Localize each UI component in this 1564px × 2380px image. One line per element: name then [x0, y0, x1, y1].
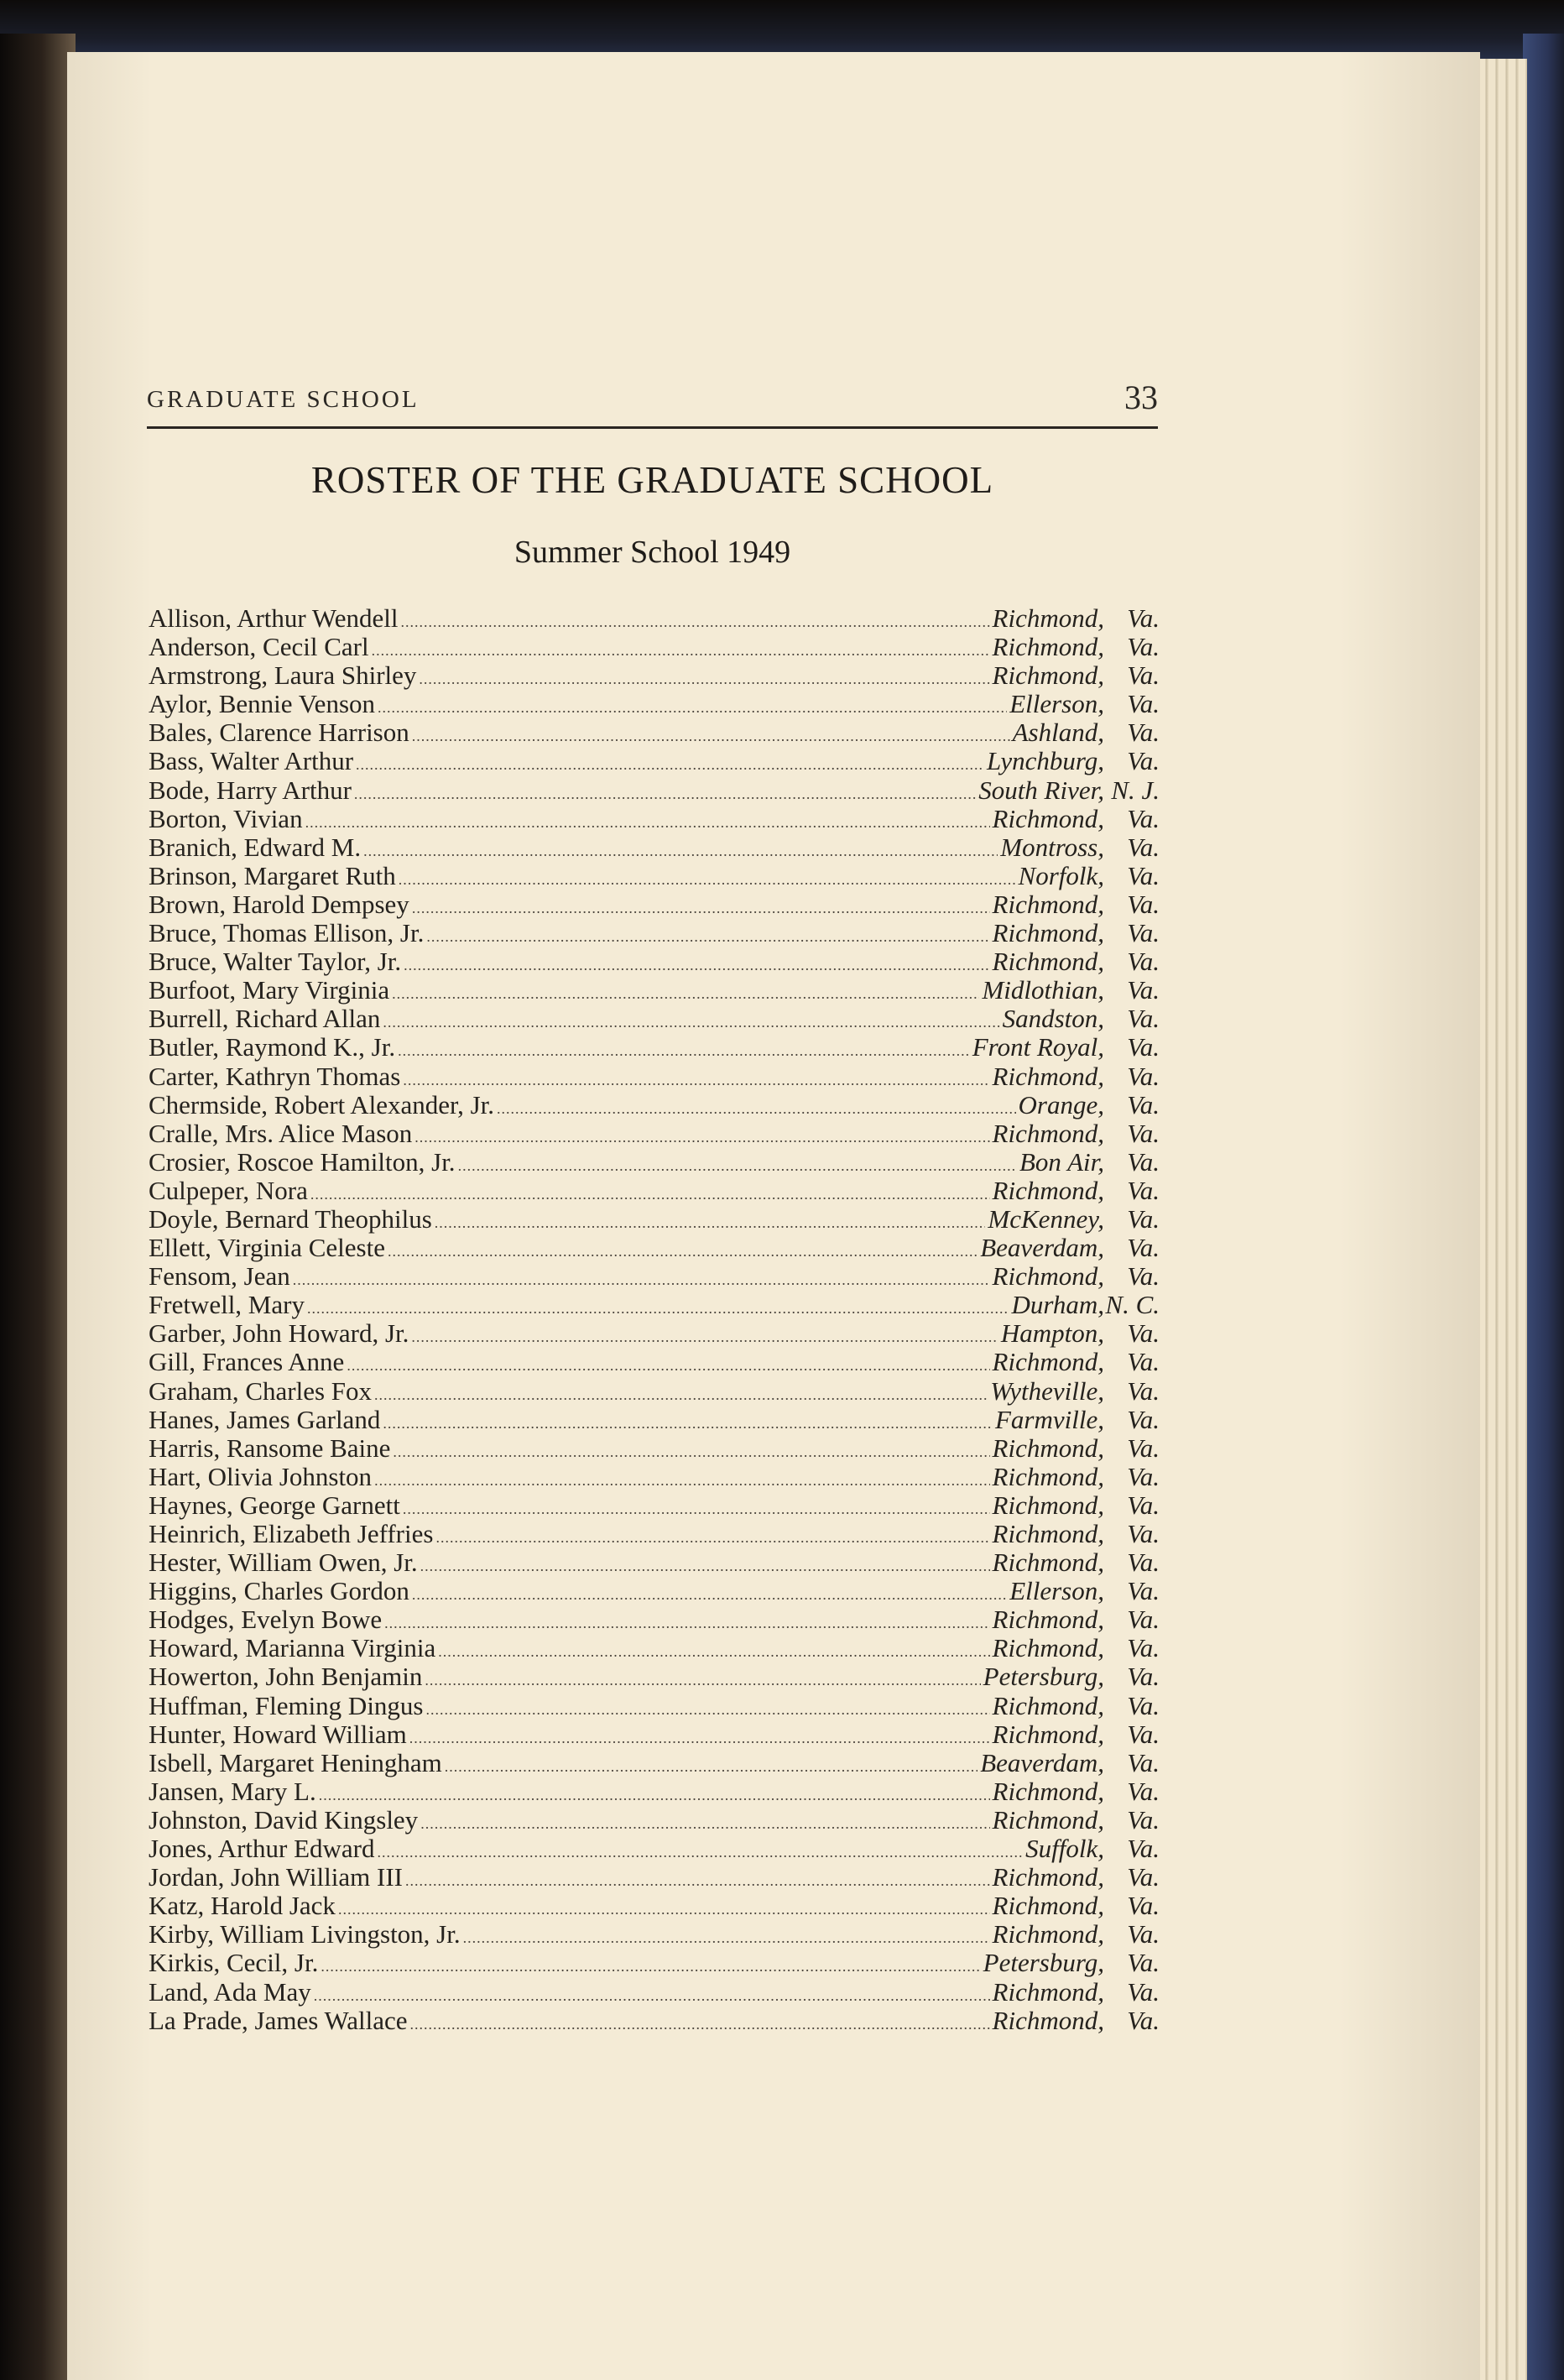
entry-name: Katz, Harold Jack — [149, 1891, 336, 1921]
entry-city: Durham, — [1011, 1290, 1104, 1320]
entry-city: Richmond, — [992, 1118, 1104, 1148]
entry-name: Jordan, John William III — [149, 1862, 403, 1892]
dot-leader — [354, 780, 976, 808]
entry-state: Va. — [1127, 1061, 1160, 1091]
roster-entry — [149, 833, 1160, 862]
dot-leader — [398, 1036, 970, 1065]
roster-list — [149, 604, 1160, 2035]
dot-leader — [347, 1351, 989, 1380]
entry-name: Carter, Kathryn Thomas — [149, 1061, 401, 1091]
entry-state: Va. — [1127, 1776, 1160, 1806]
dot-leader — [425, 1666, 980, 1694]
roster-entry — [149, 1434, 1160, 1463]
entry-state: Va. — [1127, 1404, 1160, 1434]
entry-state: Va. — [1127, 860, 1160, 890]
entry-city: Richmond, — [992, 1804, 1104, 1835]
entry-name: Allison, Arthur Wendell — [149, 603, 399, 633]
entry-name: Harris, Ransome Baine — [149, 1433, 391, 1463]
entry-city: Suffolk, — [1025, 1834, 1104, 1864]
dot-leader — [420, 1809, 989, 1838]
dot-leader — [393, 1438, 989, 1466]
entry-city: Richmond, — [992, 1433, 1104, 1463]
dot-leader — [305, 808, 990, 837]
roster-entry — [149, 776, 1160, 805]
roster-entry — [149, 1406, 1160, 1434]
entry-state: Va. — [1127, 975, 1160, 1005]
dot-leader — [409, 1724, 990, 1752]
entry-state: Va. — [1127, 1605, 1160, 1635]
roster-entry — [149, 1662, 1160, 1691]
roster-entry — [149, 1463, 1160, 1491]
entry-state: Va. — [1127, 1490, 1160, 1520]
entry-city: Farmville, — [995, 1404, 1104, 1434]
entry-state: Va. — [1127, 689, 1160, 719]
entry-city: Ashland, — [1012, 718, 1104, 748]
entry-city: Richmond, — [992, 1605, 1104, 1635]
entry-name: La Prade, James Wallace — [149, 2005, 408, 2035]
roster-entry — [149, 1348, 1160, 1376]
entry-city: Orange, — [1018, 1089, 1104, 1120]
roster-entry — [149, 1720, 1160, 1749]
entry-name: Jansen, Mary L. — [149, 1776, 316, 1806]
entry-state: N. J. — [1111, 775, 1160, 805]
entry-city: Richmond, — [992, 1919, 1104, 1949]
entry-name: Burfoot, Mary Virginia — [149, 975, 390, 1005]
entry-state: Va. — [1127, 1662, 1160, 1692]
entry-state: Va. — [1127, 1233, 1160, 1263]
entry-state: Va. — [1127, 1633, 1160, 1663]
page-number: 33 — [1124, 378, 1158, 416]
entry-city: Midlothian, — [982, 975, 1104, 1005]
roster-entry — [149, 1863, 1160, 1892]
entry-state: Va. — [1127, 1690, 1160, 1720]
entry-state: Va. — [1127, 1719, 1160, 1749]
entry-city: Richmond, — [992, 660, 1104, 691]
entry-name: Hart, Olivia Johnston — [149, 1461, 373, 1491]
roster-entry — [149, 919, 1160, 947]
roster-entry — [149, 976, 1160, 1005]
roster-entry — [149, 747, 1160, 775]
entry-state: Va. — [1127, 1004, 1160, 1034]
entry-city: Ellerson, — [1009, 689, 1104, 719]
entry-name: Butler, Raymond K., Jr. — [149, 1032, 396, 1062]
entry-name: Hunter, Howard William — [149, 1719, 407, 1749]
entry-name: Land, Ada May — [149, 1976, 311, 2007]
roster-entry — [149, 661, 1160, 690]
roster-entry — [149, 1062, 1160, 1091]
roster-entry — [149, 1692, 1160, 1720]
entry-state: Va. — [1127, 832, 1160, 862]
roster-entry — [149, 1577, 1160, 1605]
entry-city: Richmond, — [992, 803, 1104, 833]
entry-name: Brown, Harold Dempsey — [149, 889, 409, 919]
dot-leader — [378, 693, 1007, 722]
entry-state: Va. — [1127, 1347, 1160, 1377]
entry-city: Petersburg, — [983, 1948, 1104, 1978]
entry-city: Richmond, — [992, 1175, 1104, 1205]
dot-leader — [383, 1409, 993, 1438]
dot-leader — [374, 1466, 989, 1495]
entry-state: N. C. — [1105, 1290, 1160, 1320]
entry-name: Kirby, William Livingston, Jr. — [149, 1919, 461, 1949]
dot-leader — [388, 1237, 978, 1266]
dot-leader — [405, 1866, 990, 1895]
entry-state: Va. — [1127, 632, 1160, 662]
entry-name: Bruce, Walter Taylor, Jr. — [149, 947, 402, 977]
roster-entry — [149, 1548, 1160, 1577]
entry-city: Lynchburg, — [987, 746, 1104, 776]
entry-state: Va. — [1127, 1519, 1160, 1548]
entry-city: Richmond, — [992, 1719, 1104, 1749]
entry-name: Graham, Charles Fox — [149, 1375, 373, 1406]
dot-leader — [356, 750, 984, 779]
dot-leader — [435, 1523, 989, 1552]
dot-leader — [420, 1552, 990, 1580]
dot-leader — [404, 951, 989, 979]
dot-leader — [435, 1208, 986, 1237]
entry-city: Richmond, — [992, 947, 1104, 977]
roster-entry — [149, 1978, 1160, 2007]
entry-state: Va. — [1127, 746, 1160, 776]
entry-state: Va. — [1127, 918, 1160, 948]
dot-leader — [399, 865, 1016, 894]
entry-city: Richmond, — [992, 1690, 1104, 1720]
roster-entry — [149, 1120, 1160, 1148]
entry-name: Fretwell, Mary — [149, 1290, 305, 1320]
dot-leader — [445, 1752, 978, 1781]
entry-state: Va. — [1127, 1891, 1160, 1921]
entry-name: Burrell, Richard Allan — [149, 1004, 381, 1034]
page-title: ROSTER OF THE GRADUATE SCHOOL — [310, 459, 994, 501]
entry-name: Isbell, Margaret Heningham — [149, 1747, 442, 1777]
entry-state: Va. — [1127, 1976, 1160, 2007]
roster-entry — [149, 1749, 1160, 1777]
entry-name: Haynes, George Garnett — [149, 1490, 400, 1520]
roster-entry — [149, 718, 1160, 747]
dot-leader — [377, 1838, 1023, 1866]
entry-name: Armstrong, Laura Shirley — [149, 660, 417, 691]
entry-state: Va. — [1127, 803, 1160, 833]
entry-city: Richmond, — [992, 1548, 1104, 1578]
entry-city: South River, — [978, 775, 1104, 805]
entry-state: Va. — [1127, 889, 1160, 919]
dot-leader — [374, 1381, 988, 1409]
roster-entry — [149, 1605, 1160, 1634]
entry-city: Sandston, — [1002, 1004, 1104, 1034]
entry-state: Va. — [1127, 1862, 1160, 1892]
entry-state: Va. — [1127, 1261, 1160, 1292]
dot-leader — [363, 837, 998, 865]
entry-name: Chermside, Robert Alexander, Jr. — [149, 1089, 495, 1120]
entry-state: Va. — [1127, 1747, 1160, 1777]
roster-entry — [149, 1892, 1160, 1920]
dot-leader — [463, 1923, 990, 1952]
roster-entry — [149, 1291, 1160, 1319]
roster-entry — [149, 1806, 1160, 1835]
roster-entry — [149, 1033, 1160, 1062]
dot-leader — [419, 665, 989, 693]
roster-entry — [149, 1148, 1160, 1177]
dot-leader — [414, 1123, 989, 1151]
dot-leader — [412, 1580, 1007, 1609]
entry-city: McKenney, — [988, 1203, 1104, 1234]
entry-name: Bales, Clarence Harrison — [149, 718, 409, 748]
entry-name: Kirkis, Cecil, Jr. — [149, 1948, 319, 1978]
entry-name: Doyle, Bernard Theophilus — [149, 1203, 432, 1234]
entry-city: Petersburg, — [983, 1662, 1104, 1692]
roster-entry — [149, 1377, 1160, 1406]
entry-city: Beaverdam, — [980, 1233, 1104, 1263]
entry-state: Va. — [1127, 718, 1160, 748]
entry-name: Anderson, Cecil Carl — [149, 632, 369, 662]
entry-city: Montross, — [1000, 832, 1104, 862]
dot-leader — [372, 636, 990, 665]
dot-leader — [383, 1008, 999, 1036]
roster-entry — [149, 1205, 1160, 1234]
entry-name: Gill, Frances Anne — [149, 1347, 345, 1377]
entry-state: Va. — [1127, 1834, 1160, 1864]
entry-name: Ellett, Virginia Celeste — [149, 1233, 385, 1263]
entry-state: Va. — [1127, 1433, 1160, 1463]
dot-leader — [426, 922, 989, 951]
entry-name: Crosier, Roscoe Hamilton, Jr. — [149, 1146, 456, 1177]
entry-city: Richmond, — [992, 632, 1104, 662]
running-header — [147, 371, 1158, 429]
entry-name: Heinrich, Elizabeth Jeffries — [149, 1519, 434, 1548]
entry-city: Ellerson, — [1009, 1576, 1104, 1606]
entry-city: Beaverdam, — [980, 1747, 1104, 1777]
dot-leader — [426, 1695, 990, 1724]
entry-city: Richmond, — [992, 1461, 1104, 1491]
entry-state: Va. — [1127, 1146, 1160, 1177]
entry-name: Garber, John Howard, Jr. — [149, 1318, 409, 1349]
entry-city: Richmond, — [992, 1776, 1104, 1806]
entry-state: Va. — [1127, 1118, 1160, 1148]
dot-leader — [392, 979, 979, 1008]
dot-leader — [438, 1637, 989, 1666]
book-cover-right — [1523, 34, 1564, 2380]
entry-state: Va. — [1127, 1919, 1160, 1949]
entry-city: Front Royal, — [972, 1032, 1104, 1062]
roster-entry — [149, 633, 1160, 661]
entry-name: Hester, William Owen, Jr. — [149, 1548, 418, 1578]
entry-city: Wytheville, — [990, 1375, 1104, 1406]
roster-entry — [149, 690, 1160, 718]
running-title: GRADUATE SCHOOL — [147, 386, 420, 413]
entry-name: Higgins, Charles Gordon — [149, 1576, 409, 1606]
entry-state: Va. — [1127, 1576, 1160, 1606]
entry-city: Richmond, — [992, 603, 1104, 633]
entry-name: Branich, Edward M. — [149, 832, 362, 862]
entry-name: Hanes, James Garland — [149, 1404, 381, 1434]
entry-name: Hodges, Evelyn Bowe — [149, 1605, 383, 1635]
entry-city: Richmond, — [992, 1633, 1104, 1663]
entry-city: Bon Air, — [1019, 1146, 1104, 1177]
entry-state: Va. — [1127, 1032, 1160, 1062]
entry-name: Culpeper, Nora — [149, 1175, 308, 1205]
roster-entry — [149, 1234, 1160, 1262]
entry-state: Va. — [1127, 1089, 1160, 1120]
entry-city: Richmond, — [992, 1891, 1104, 1921]
dot-leader — [384, 1609, 989, 1637]
roster-entry — [149, 805, 1160, 833]
roster-entry — [149, 1491, 1160, 1520]
entry-city: Norfolk, — [1018, 860, 1104, 890]
dot-leader — [319, 1781, 990, 1809]
entry-state: Va. — [1127, 1203, 1160, 1234]
dot-leader — [412, 894, 990, 922]
entry-city: Richmond, — [992, 1976, 1104, 2007]
entry-city: Richmond, — [992, 889, 1104, 919]
entry-city: Richmond, — [992, 1061, 1104, 1091]
roster-entry — [149, 1777, 1160, 1806]
entry-city: Richmond, — [992, 1261, 1104, 1292]
entry-city: Richmond, — [992, 1862, 1104, 1892]
roster-entry — [149, 1005, 1160, 1033]
dot-leader — [410, 2010, 990, 2038]
dot-leader — [497, 1094, 1016, 1123]
roster-entry — [149, 1262, 1160, 1291]
roster-entry — [149, 1177, 1160, 1205]
entry-name: Bruce, Thomas Ellison, Jr. — [149, 918, 425, 948]
entry-state: Va. — [1127, 1548, 1160, 1578]
entry-name: Fensom, Jean — [149, 1261, 290, 1292]
roster-entry — [149, 1520, 1160, 1548]
entry-city: Hampton, — [1000, 1318, 1104, 1349]
dot-leader — [321, 1952, 980, 1981]
dot-leader — [411, 1323, 998, 1351]
entry-state: Va. — [1127, 2005, 1160, 2035]
entry-name: Howerton, John Benjamin — [149, 1662, 423, 1692]
entry-name: Bass, Walter Arthur — [149, 746, 354, 776]
entry-name: Johnston, David Kingsley — [149, 1804, 419, 1835]
entry-state: Va. — [1127, 947, 1160, 977]
entry-state: Va. — [1127, 1318, 1160, 1349]
entry-city: Richmond, — [992, 918, 1104, 948]
entry-state: Va. — [1127, 1804, 1160, 1835]
entry-name: Howard, Marianna Virginia — [149, 1633, 436, 1663]
entry-name: Aylor, Bennie Venson — [149, 689, 376, 719]
entry-city: Richmond, — [992, 1347, 1104, 1377]
entry-city: Richmond, — [992, 1490, 1104, 1520]
entry-name: Cralle, Mrs. Alice Mason — [149, 1118, 413, 1148]
roster-entry — [149, 2007, 1160, 2035]
entry-name: Jones, Arthur Edward — [149, 1834, 375, 1864]
book-spine-shadow — [0, 34, 76, 2380]
roster-entry — [149, 1835, 1160, 1863]
dot-leader — [412, 722, 1010, 750]
roster-entry — [149, 862, 1160, 890]
entry-city: Richmond, — [992, 2005, 1104, 2035]
dot-leader — [403, 1495, 990, 1523]
dot-leader — [400, 608, 989, 636]
roster-entry — [149, 1634, 1160, 1662]
roster-entry — [149, 1091, 1160, 1120]
dot-leader — [307, 1294, 1009, 1323]
roster-entry — [149, 947, 1160, 976]
dot-leader — [293, 1266, 990, 1294]
roster-entry — [149, 1949, 1160, 1977]
entry-state: Va. — [1127, 660, 1160, 691]
entry-state: Va. — [1127, 1175, 1160, 1205]
roster-entry — [149, 1920, 1160, 1949]
entry-name: Borton, Vivian — [149, 803, 303, 833]
entry-state: Va. — [1127, 603, 1160, 633]
roster-entry — [149, 1319, 1160, 1348]
page-subtitle: Summer School 1949 — [514, 535, 791, 570]
entry-name: Bode, Harry Arthur — [149, 775, 352, 805]
entry-name: Brinson, Margaret Ruth — [149, 860, 396, 890]
roster-entry — [149, 604, 1160, 633]
entry-state: Va. — [1127, 1948, 1160, 1978]
roster-entry — [149, 890, 1160, 919]
entry-state: Va. — [1127, 1461, 1160, 1491]
entry-state: Va. — [1127, 1375, 1160, 1406]
dot-leader — [314, 1981, 990, 2010]
dot-leader — [458, 1151, 1017, 1180]
entry-city: Richmond, — [992, 1519, 1104, 1548]
entry-name: Huffman, Fleming Dingus — [149, 1690, 424, 1720]
